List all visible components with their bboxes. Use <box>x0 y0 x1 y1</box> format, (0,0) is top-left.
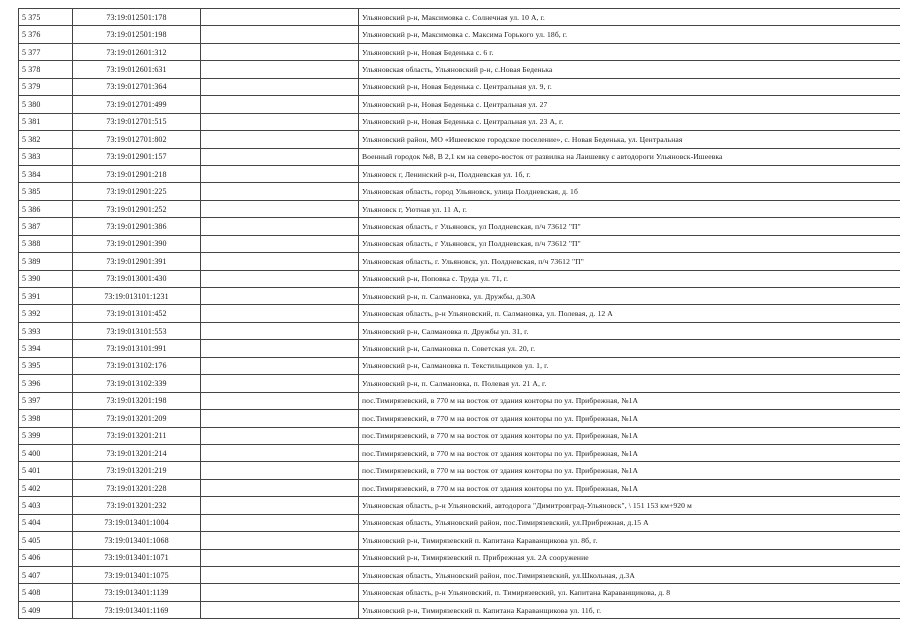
empty-cell <box>201 567 359 584</box>
address-cell: Военный городок №8, В 2,1 км на северо-восток от развилка на Лаишевку с автодороги Ульяновск-Ишеевка <box>359 148 901 165</box>
cadastral-number-cell: 73:19:013101:991 <box>73 340 201 357</box>
table-row <box>19 427 901 444</box>
row-number-cell: 5 404 <box>19 514 73 531</box>
register-table-body <box>19 9 901 619</box>
table-row <box>19 549 901 566</box>
empty-cell <box>201 322 359 339</box>
table-row <box>19 462 901 479</box>
cadastral-number-cell: 73:19:013201:211 <box>73 427 201 444</box>
empty-cell <box>201 9 359 26</box>
cadastral-number-cell: 73:19:013201:228 <box>73 479 201 496</box>
cadastral-number-cell: 73:19:013401:1071 <box>73 549 201 566</box>
cadastral-number-cell: 73:19:012701:515 <box>73 113 201 130</box>
cadastral-number-cell: 73:19:012901:252 <box>73 200 201 217</box>
row-number-cell: 5 388 <box>19 235 73 252</box>
table-row <box>19 392 901 409</box>
cadastral-number-cell: 73:19:013401:1075 <box>73 567 201 584</box>
table-row <box>19 131 901 148</box>
cadastral-number-cell: 73:19:012601:631 <box>73 61 201 78</box>
cadastral-number-cell: 73:19:012501:198 <box>73 26 201 43</box>
table-row <box>19 584 901 601</box>
empty-cell <box>201 113 359 130</box>
table-row <box>19 479 901 496</box>
row-number-cell: 5 393 <box>19 322 73 339</box>
empty-cell <box>201 253 359 270</box>
table-row <box>19 270 901 287</box>
empty-cell <box>201 218 359 235</box>
table-row <box>19 218 901 235</box>
table-row <box>19 288 901 305</box>
table-row <box>19 497 901 514</box>
table-row <box>19 200 901 217</box>
row-number-cell: 5 408 <box>19 584 73 601</box>
address-cell: Ульяновск г, Ленинский р-н, Полдневская ул. 1б, г. <box>359 165 901 182</box>
address-cell: Ульяновский р-н, Новая Беденька с. Центральная ул. 9, г. <box>359 78 901 95</box>
table-row <box>19 78 901 95</box>
cadastral-number-cell: 73:19:013401:1068 <box>73 532 201 549</box>
cadastral-number-cell: 73:19:012901:218 <box>73 165 201 182</box>
cadastral-number-cell: 73:19:013201:209 <box>73 410 201 427</box>
table-row <box>19 148 901 165</box>
empty-cell <box>201 235 359 252</box>
address-cell: Ульяновский р-н, Новая Беденька с. Центральная ул. 27 <box>359 96 901 113</box>
address-cell: Ульяновский р-н, п. Салмановка, ул. Дружбы, д.30А <box>359 288 901 305</box>
row-number-cell: 5 385 <box>19 183 73 200</box>
address-cell: Ульяновский р-н, Салмановка п. Советская ул. 20, г. <box>359 340 901 357</box>
cadastral-number-cell: 73:19:012901:225 <box>73 183 201 200</box>
address-cell: Ульяновская область, город Ульяновск, улица Полдневская, д. 1б <box>359 183 901 200</box>
cadastral-number-cell: 73:19:013001:430 <box>73 270 201 287</box>
empty-cell <box>201 183 359 200</box>
empty-cell <box>201 26 359 43</box>
cadastral-number-cell: 73:19:013201:198 <box>73 392 201 409</box>
empty-cell <box>201 96 359 113</box>
cadastral-number-cell: 73:19:012701:802 <box>73 131 201 148</box>
address-cell: Ульяновская область, Ульяновский район, пос.Тимирязевский, ул.Прибрежная, д.15 А <box>359 514 901 531</box>
empty-cell <box>201 584 359 601</box>
row-number-cell: 5 387 <box>19 218 73 235</box>
cadastral-number-cell: 73:19:013401:1004 <box>73 514 201 531</box>
row-number-cell: 5 395 <box>19 357 73 374</box>
table-row <box>19 235 901 252</box>
table-row <box>19 165 901 182</box>
row-number-cell: 5 406 <box>19 549 73 566</box>
table-row <box>19 357 901 374</box>
row-number-cell: 5 389 <box>19 253 73 270</box>
address-cell: пос.Тимирязевский, в 770 м на восток от здания конторы по ул. Прибрежная, №1А <box>359 479 901 496</box>
address-cell: Ульяновский р-н, Салмановка п. Текстильщиков ул. 1, г. <box>359 357 901 374</box>
empty-cell <box>201 514 359 531</box>
row-number-cell: 5 407 <box>19 567 73 584</box>
address-cell: Ульяновский р-н, п. Салмановка, п. Полевая ул. 21 А, г. <box>359 375 901 392</box>
row-number-cell: 5 401 <box>19 462 73 479</box>
table-row <box>19 305 901 322</box>
cadastral-number-cell: 73:19:013401:1169 <box>73 601 201 618</box>
address-cell: Ульяновский р-н, Тимирязевский п. Прибрежная ул. 2А сооружение <box>359 549 901 566</box>
cadastral-number-cell: 73:19:013201:219 <box>73 462 201 479</box>
empty-cell <box>201 410 359 427</box>
address-cell: пос.Тимирязевский, в 770 м на восток от здания конторы по ул. Прибрежная, №1А <box>359 444 901 461</box>
register-sheet <box>18 8 900 620</box>
row-number-cell: 5 399 <box>19 427 73 444</box>
table-row <box>19 183 901 200</box>
table-row <box>19 410 901 427</box>
address-cell: пос.Тимирязевский, в 770 м на восток от здания конторы по ул. Прибрежная, №1А <box>359 462 901 479</box>
empty-cell <box>201 78 359 95</box>
row-number-cell: 5 402 <box>19 479 73 496</box>
cadastral-number-cell: 73:19:012701:364 <box>73 78 201 95</box>
row-number-cell: 5 386 <box>19 200 73 217</box>
address-cell: Ульяновская область, г Ульяновск, ул Полдневская, п/ч 73612 "П" <box>359 235 901 252</box>
row-number-cell: 5 400 <box>19 444 73 461</box>
empty-cell <box>201 497 359 514</box>
row-number-cell: 5 383 <box>19 148 73 165</box>
row-number-cell: 5 375 <box>19 9 73 26</box>
empty-cell <box>201 532 359 549</box>
address-cell: Ульяновская область, г Ульяновск, ул Полдневская, п/ч 73612 "П" <box>359 218 901 235</box>
table-row <box>19 532 901 549</box>
cadastral-number-cell: 73:19:013102:176 <box>73 357 201 374</box>
address-cell: Ульяновский р-н, Новая Беденька с. 6 г. <box>359 43 901 60</box>
row-number-cell: 5 378 <box>19 61 73 78</box>
cadastral-number-cell: 73:19:012901:157 <box>73 148 201 165</box>
empty-cell <box>201 131 359 148</box>
empty-cell <box>201 61 359 78</box>
cadastral-number-cell: 73:19:012901:391 <box>73 253 201 270</box>
cadastral-number-cell: 73:19:013102:339 <box>73 375 201 392</box>
address-cell: Ульяновская область, Ульяновский район, пос.Тимирязевский, ул.Школьная, д.3А <box>359 567 901 584</box>
address-cell: Ульяновский р-н, Максимовка с. Солнечная ул. 10 А, г. <box>359 9 901 26</box>
empty-cell <box>201 340 359 357</box>
empty-cell <box>201 165 359 182</box>
row-number-cell: 5 394 <box>19 340 73 357</box>
row-number-cell: 5 384 <box>19 165 73 182</box>
table-row <box>19 601 901 618</box>
cadastral-number-cell: 73:19:012901:386 <box>73 218 201 235</box>
cadastral-number-cell: 73:19:013201:232 <box>73 497 201 514</box>
table-row <box>19 444 901 461</box>
table-row <box>19 9 901 26</box>
address-cell: Ульяновский р-н, Тимирязевский п. Капитана Караванщикова ул. 11б, г. <box>359 601 901 618</box>
cadastral-number-cell: 73:19:012901:390 <box>73 235 201 252</box>
address-cell: Ульяновский р-н, Тимирязевский п. Капитана Караванщикова ул. 8б, г. <box>359 532 901 549</box>
table-row <box>19 514 901 531</box>
cadastral-number-cell: 73:19:013101:553 <box>73 322 201 339</box>
address-cell: Ульяновская область, Ульяновский р-н, с.Новая Беденька <box>359 61 901 78</box>
address-cell: Ульяновская область, р-н Ульяновский, п. Тимирязевский, ул. Капитана Караванщикова, д. 8 <box>359 584 901 601</box>
address-cell: пос.Тимирязевский, в 770 м на восток от здания конторы по ул. Прибрежная, №1А <box>359 427 901 444</box>
address-cell: Ульяновский р-н, Максимовка с. Максима Горького ул. 18б, г. <box>359 26 901 43</box>
empty-cell <box>201 148 359 165</box>
empty-cell <box>201 479 359 496</box>
address-cell: Ульяновская область, г. Ульяновск, ул. Полдневская, п/ч 73612 "П" <box>359 253 901 270</box>
table-row <box>19 322 901 339</box>
empty-cell <box>201 305 359 322</box>
table-row <box>19 113 901 130</box>
empty-cell <box>201 357 359 374</box>
empty-cell <box>201 601 359 618</box>
property-register-table <box>18 8 900 619</box>
cadastral-number-cell: 73:19:013101:452 <box>73 305 201 322</box>
cadastral-number-cell: 73:19:013101:1231 <box>73 288 201 305</box>
cadastral-number-cell: 73:19:013401:1139 <box>73 584 201 601</box>
row-number-cell: 5 382 <box>19 131 73 148</box>
empty-cell <box>201 43 359 60</box>
address-cell: Ульяновская область, р-н Ульяновский, п. Салмановка, ул. Полевая, д. 12 А <box>359 305 901 322</box>
address-cell: пос.Тимирязевский, в 770 м на восток от здания конторы по ул. Прибрежная, №1А <box>359 392 901 409</box>
row-number-cell: 5 391 <box>19 288 73 305</box>
row-number-cell: 5 405 <box>19 532 73 549</box>
address-cell: Ульяновский р-н, Салмановка п. Дружбы ул. 31, г. <box>359 322 901 339</box>
row-number-cell: 5 376 <box>19 26 73 43</box>
address-cell: Ульяновский р-н, Новая Беденька с. Центральная ул. 23 А, г. <box>359 113 901 130</box>
row-number-cell: 5 403 <box>19 497 73 514</box>
empty-cell <box>201 288 359 305</box>
row-number-cell: 5 409 <box>19 601 73 618</box>
row-number-cell: 5 396 <box>19 375 73 392</box>
empty-cell <box>201 462 359 479</box>
address-cell: Ульяновская область, р-н Ульяновский, автодорога "Димитровград-Ульяновск", \ 151 153 км+920 м <box>359 497 901 514</box>
row-number-cell: 5 397 <box>19 392 73 409</box>
table-row <box>19 340 901 357</box>
table-row <box>19 253 901 270</box>
row-number-cell: 5 380 <box>19 96 73 113</box>
row-number-cell: 5 379 <box>19 78 73 95</box>
cadastral-number-cell: 73:19:012701:499 <box>73 96 201 113</box>
empty-cell <box>201 549 359 566</box>
table-row <box>19 43 901 60</box>
cadastral-number-cell: 73:19:013201:214 <box>73 444 201 461</box>
empty-cell <box>201 427 359 444</box>
row-number-cell: 5 377 <box>19 43 73 60</box>
row-number-cell: 5 392 <box>19 305 73 322</box>
empty-cell <box>201 375 359 392</box>
address-cell: Ульяновск г, Уютная ул. 11 А, г. <box>359 200 901 217</box>
address-cell: пос.Тимирязевский, в 770 м на восток от здания конторы по ул. Прибрежная, №1А <box>359 410 901 427</box>
empty-cell <box>201 444 359 461</box>
cadastral-number-cell: 73:19:012601:312 <box>73 43 201 60</box>
empty-cell <box>201 392 359 409</box>
cadastral-number-cell: 73:19:012501:178 <box>73 9 201 26</box>
address-cell: Ульяновский район, МО «Ишеевское городское поселение», с. Новая Беденька, ул. Центральная <box>359 131 901 148</box>
table-row <box>19 61 901 78</box>
address-cell: Ульяновский р-н, Поповка с. Труда ул. 71, г. <box>359 270 901 287</box>
row-number-cell: 5 398 <box>19 410 73 427</box>
empty-cell <box>201 200 359 217</box>
table-row <box>19 26 901 43</box>
table-row <box>19 567 901 584</box>
table-row <box>19 96 901 113</box>
row-number-cell: 5 381 <box>19 113 73 130</box>
table-row <box>19 375 901 392</box>
empty-cell <box>201 270 359 287</box>
row-number-cell: 5 390 <box>19 270 73 287</box>
